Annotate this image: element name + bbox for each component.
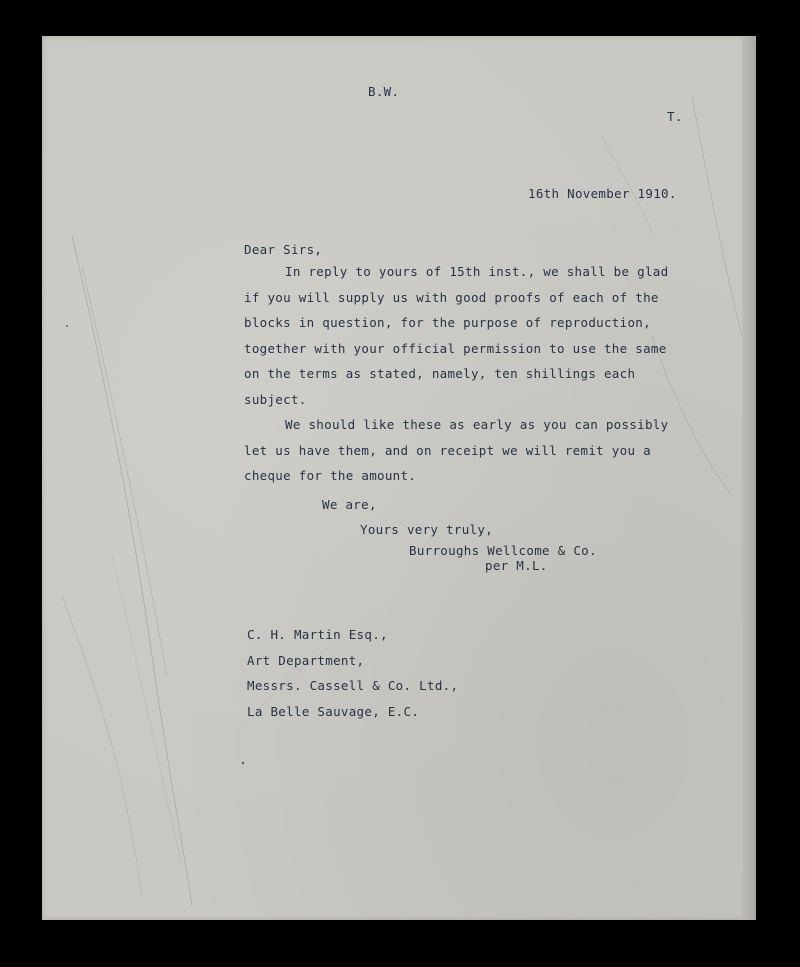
- header-mark: T.: [667, 109, 683, 124]
- body-line: blocks in question, for the purpose of reproduction,: [244, 315, 651, 330]
- pencil-stroke-left-1: [72, 236, 192, 906]
- pencil-stroke-right-2: [652, 336, 732, 496]
- body-line: if you will supply us with good proofs of each of the: [244, 290, 659, 305]
- recipient-company: Messrs. Cassell & Co. Ltd.,: [247, 678, 459, 693]
- pencil-stroke-right-1: [692, 96, 742, 336]
- body-line: together with your official permission to use the same: [244, 341, 667, 356]
- recipient-department: Art Department,: [247, 653, 365, 668]
- sender-name: Burroughs Wellcome & Co.: [409, 543, 597, 558]
- ink-speck-2: [242, 762, 244, 764]
- letter-date: 16th November 1910.: [528, 186, 677, 201]
- recipient-address: La Belle Sauvage, E.C.: [247, 704, 420, 719]
- sender-per-initials: per M.L.: [485, 558, 548, 573]
- ink-speck: [66, 325, 68, 327]
- pencil-stroke-left-4: [112, 556, 182, 866]
- letter-paper: [42, 36, 756, 920]
- salutation: Dear Sirs,: [244, 242, 323, 257]
- recipient-name: C. H. Martin Esq.,: [247, 627, 388, 642]
- closing-we-are: We are,: [322, 497, 377, 512]
- pencil-stroke-left-2: [82, 266, 167, 676]
- body-line: cheque for the amount.: [244, 468, 417, 483]
- body-line: let us have them, and on receipt we will remit you a: [244, 443, 651, 458]
- body-line: on the terms as stated, namely, ten shillings each: [244, 366, 636, 381]
- pencil-stroke-left-3: [62, 596, 142, 896]
- header-initials: B.W.: [368, 84, 400, 99]
- body-line: In reply to yours of 15th inst., we shall be glad: [285, 264, 669, 279]
- body-line: We should like these as early as you can possibly: [285, 417, 669, 432]
- body-line: subject.: [244, 392, 307, 407]
- closing-yours-truly: Yours very truly,: [360, 522, 494, 537]
